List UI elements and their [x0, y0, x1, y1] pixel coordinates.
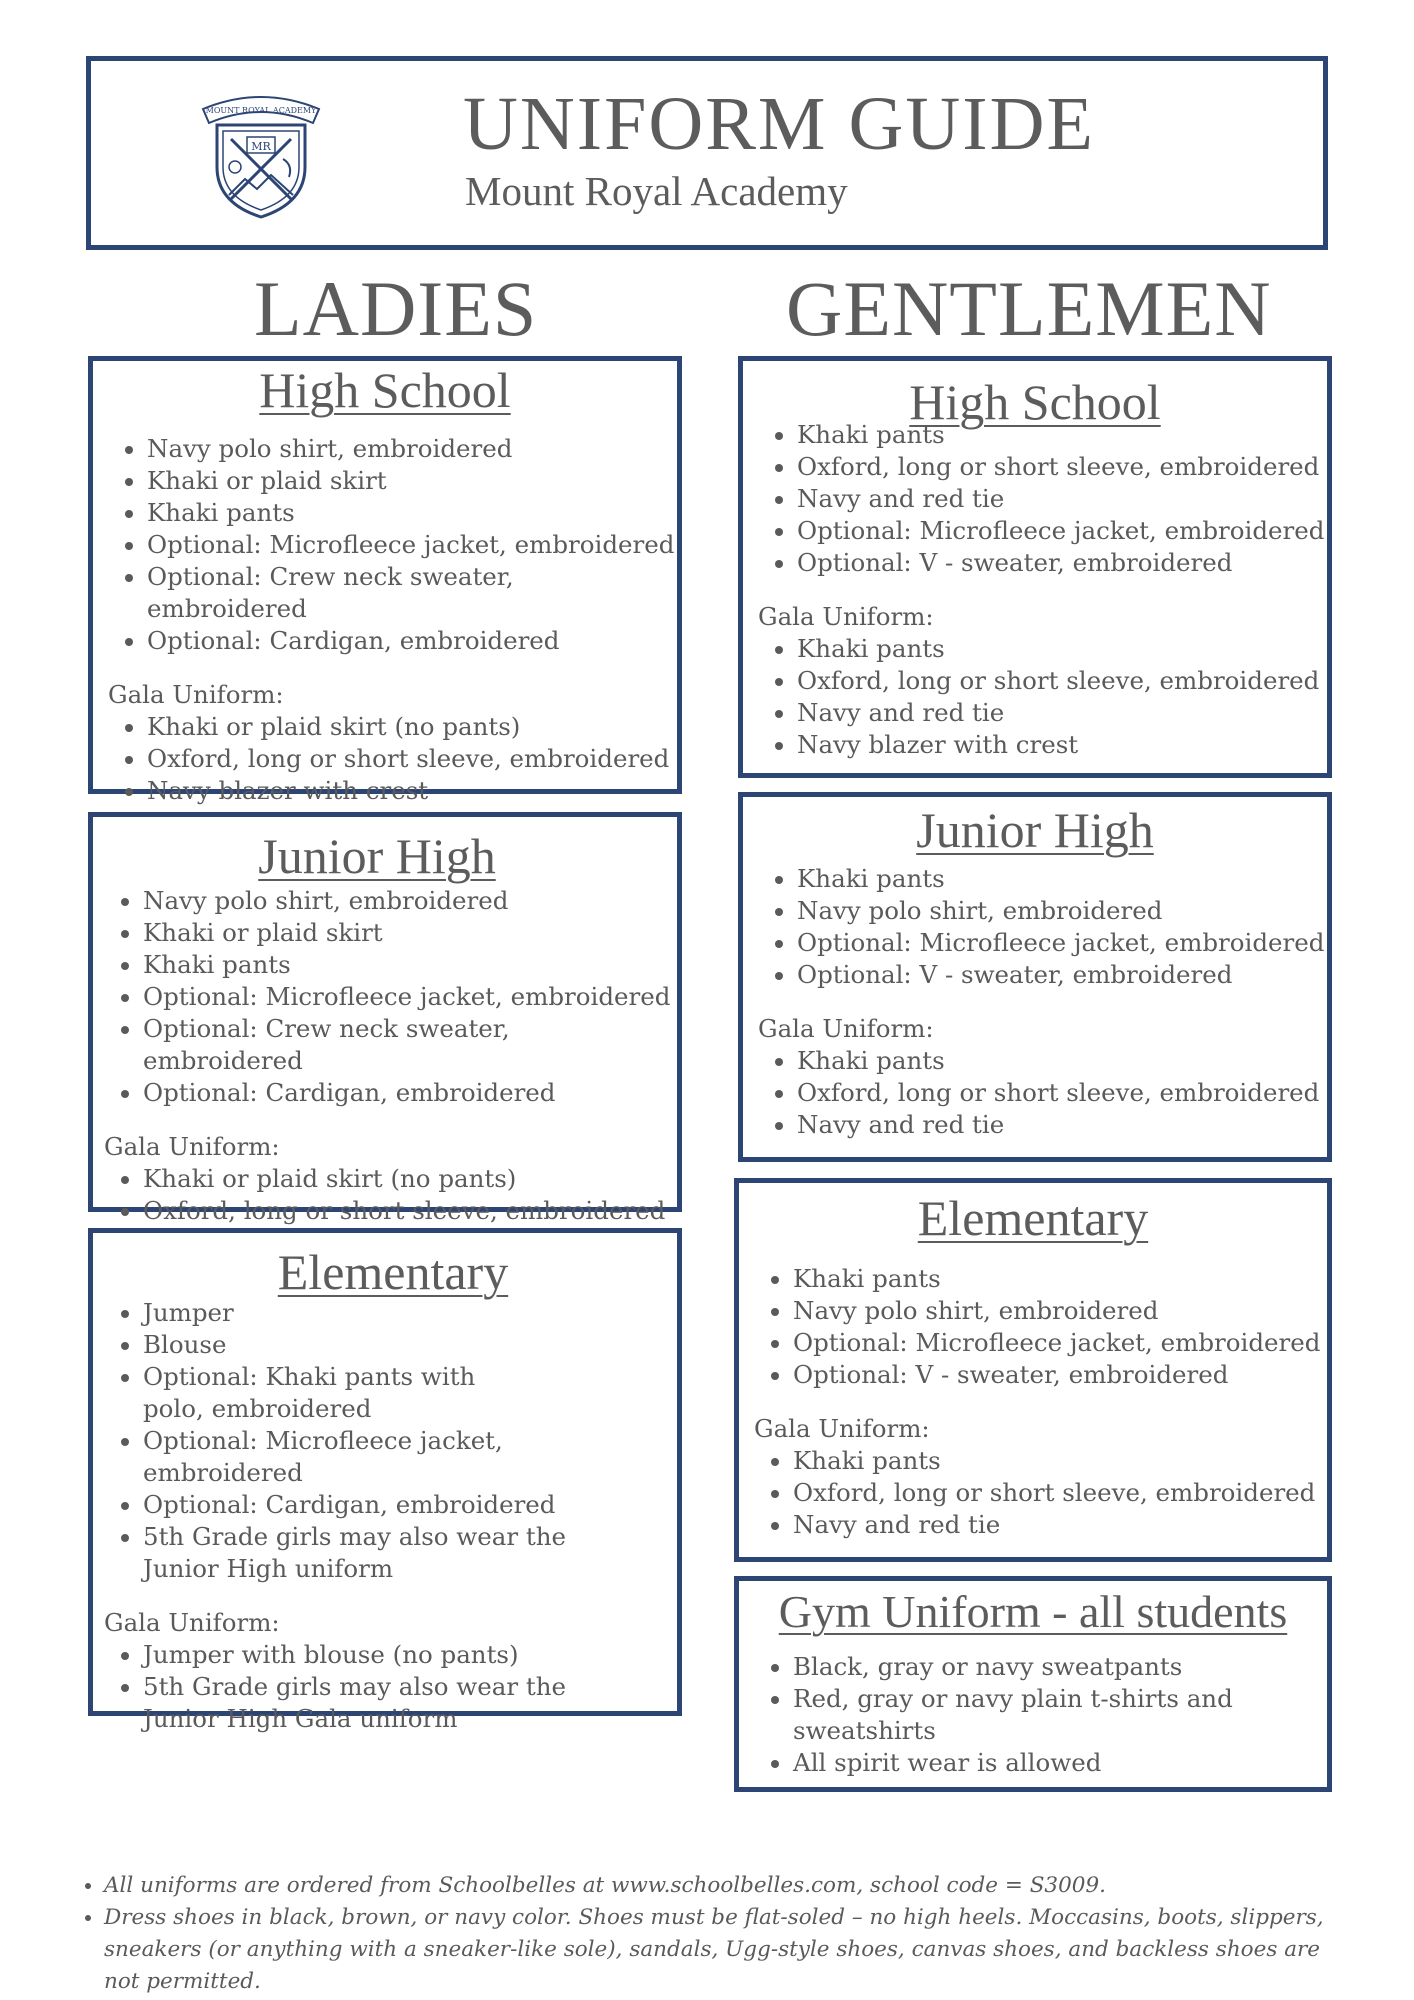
ladies-heading: LADIES — [254, 265, 538, 352]
section-body — [104, 1297, 669, 1735]
list-item: • Optional: Microfleece jacket, embroidered — [797, 515, 1324, 547]
list-item: • Navy and red tie — [797, 1109, 1324, 1141]
list-item: • Khaki pants — [797, 863, 1324, 895]
list-item: • Optional: Microfleece jacket, embroidered — [797, 927, 1324, 959]
list-item: • Optional: Cardigan, embroidered — [143, 1489, 669, 1521]
ladies-junior-high-box — [88, 812, 682, 1225]
list-item: • Navy blazer with crest — [797, 729, 1324, 761]
section-body — [754, 1263, 1321, 1541]
list-item: • Khaki pants — [793, 1445, 1320, 1477]
section-body — [108, 433, 677, 807]
list-item: • Khaki pants — [143, 949, 677, 981]
gentlemen-elementary-box — [734, 1178, 1332, 1562]
list-item: • Khaki pants — [797, 419, 1324, 451]
section-title: Elementary — [917, 1190, 1149, 1246]
section-title: High School — [259, 362, 511, 418]
list-item: • Navy polo shirt, embroidered — [147, 433, 677, 465]
crest-initials: MR — [251, 140, 271, 153]
page-subtitle: Mount Royal Academy — [465, 168, 848, 214]
list-item: • Optional: Microfleece jacket, embroidered — [147, 529, 677, 561]
gala-label: Gala Uniform: — [108, 680, 284, 709]
list-item: • Optional: V - sweater, embroidered — [797, 547, 1324, 579]
list-item: • 5th Grade girls may also wear the Junior High Gala uniform — [143, 1671, 643, 1735]
list-item: • Blouse — [143, 1329, 669, 1361]
list-item: • Navy and red tie — [797, 697, 1324, 729]
list-item: • Khaki or plaid skirt — [143, 917, 677, 949]
section-title: Junior High — [916, 802, 1154, 858]
list-item: • Oxford, long or short sleeve, embroidered — [793, 1477, 1320, 1509]
gentlemen-high-school-box — [738, 356, 1332, 778]
list-item: • Jumper — [143, 1297, 669, 1329]
gala-label: Gala Uniform: — [758, 602, 934, 631]
list-item: • Navy and red tie — [797, 483, 1324, 515]
section-title: Gym Uniform - all students — [778, 1586, 1288, 1637]
footer-note: • Dress shoes in black, brown, or navy color. Shoes must be flat-soled – no high heels. Moccasins, boots, slippers, sneakers (or anything with a sneaker-like sole), sandals, Ugg-style shoes, canvas shoes, and backless shoes are not permitted. — [104, 1902, 1332, 1998]
list-item: • Khaki pants — [797, 1045, 1324, 1077]
list-item: • Khaki pants — [793, 1263, 1320, 1295]
gentlemen-junior-high-box — [738, 792, 1332, 1162]
list-item: • Navy polo shirt, embroidered — [143, 885, 677, 917]
list-item: • Black, gray or navy sweatpants — [793, 1651, 1299, 1683]
list-item: • Khaki or plaid skirt — [147, 465, 677, 497]
section-body — [759, 1651, 1299, 1779]
list-item: • All spirit wear is allowed — [793, 1747, 1299, 1779]
section-title: High School — [909, 374, 1161, 430]
section-body — [104, 885, 677, 1227]
list-item: • Optional: Microfleece jacket, embroidered — [143, 981, 677, 1013]
gala-label: Gala Uniform: — [758, 1014, 934, 1043]
gentlemen-heading: GENTLEMEN — [786, 265, 1272, 352]
list-item: • Optional: Cardigan, embroidered — [147, 625, 677, 657]
footer-note: • All uniforms are ordered from Schoolbelles at www.schoolbelles.com, school code = S3009. — [104, 1870, 1332, 1902]
footer-notes — [82, 1870, 1332, 1998]
school-crest-icon — [195, 87, 327, 221]
list-item: • Navy polo shirt, embroidered — [793, 1295, 1320, 1327]
list-item: • Khaki or plaid skirt (no pants) — [147, 711, 677, 743]
list-item: • Oxford, long or short sleeve, embroidered — [143, 1195, 677, 1227]
gym-uniform-box — [734, 1576, 1332, 1792]
section-title: Elementary — [277, 1244, 509, 1300]
section-body — [758, 419, 1325, 761]
list-item: • Optional: Microfleece jacket, embroidered — [793, 1327, 1320, 1359]
list-item: • Optional: Crew neck sweater, embroidered — [147, 561, 677, 625]
list-item: • Optional: V - sweater, embroidered — [793, 1359, 1320, 1391]
list-item: • Optional: V - sweater, embroidered — [797, 959, 1324, 991]
list-item: • Khaki pants — [147, 497, 677, 529]
list-item: • Optional: Crew neck sweater, embroidered — [143, 1013, 677, 1077]
list-item: • Jumper with blouse (no pants) — [143, 1639, 669, 1671]
list-item: • Oxford, long or short sleeve, embroidered — [147, 743, 677, 775]
gala-label: Gala Uniform: — [104, 1132, 280, 1161]
list-item: • Navy blazer with crest — [147, 775, 677, 807]
list-item: • Navy and red tie — [793, 1509, 1320, 1541]
list-item: • Oxford, long or short sleeve, embroidered — [797, 1077, 1324, 1109]
list-item: • Red, gray or navy plain t-shirts and sweatshirts — [793, 1683, 1273, 1747]
ladies-high-school-box — [88, 356, 682, 805]
ladies-elementary-box — [88, 1228, 682, 1733]
list-item: • Oxford, long or short sleeve, embroidered — [797, 665, 1324, 697]
gala-label: Gala Uniform: — [754, 1414, 930, 1443]
list-item: • Optional: Microfleece jacket, embroidered — [143, 1425, 669, 1489]
list-item: • Khaki or plaid skirt (no pants) — [143, 1163, 677, 1195]
list-item: • Navy polo shirt, embroidered — [797, 895, 1324, 927]
header-box — [86, 56, 1328, 250]
list-item: • Oxford, long or short sleeve, embroidered — [797, 451, 1324, 483]
crest-banner-text: MOUNT ROYAL ACADEMY — [205, 106, 317, 115]
section-body — [758, 863, 1325, 1141]
list-item: • Khaki pants — [797, 633, 1324, 665]
section-title: Junior High — [258, 828, 496, 884]
list-item: • Optional: Cardigan, embroidered — [143, 1077, 677, 1109]
list-item: • Optional: Khaki pants with polo, embroidered — [143, 1361, 543, 1425]
page-title: UNIFORM GUIDE — [463, 82, 1095, 166]
gala-label: Gala Uniform: — [104, 1608, 280, 1637]
list-item: • 5th Grade girls may also wear the Junior High uniform — [143, 1521, 643, 1585]
